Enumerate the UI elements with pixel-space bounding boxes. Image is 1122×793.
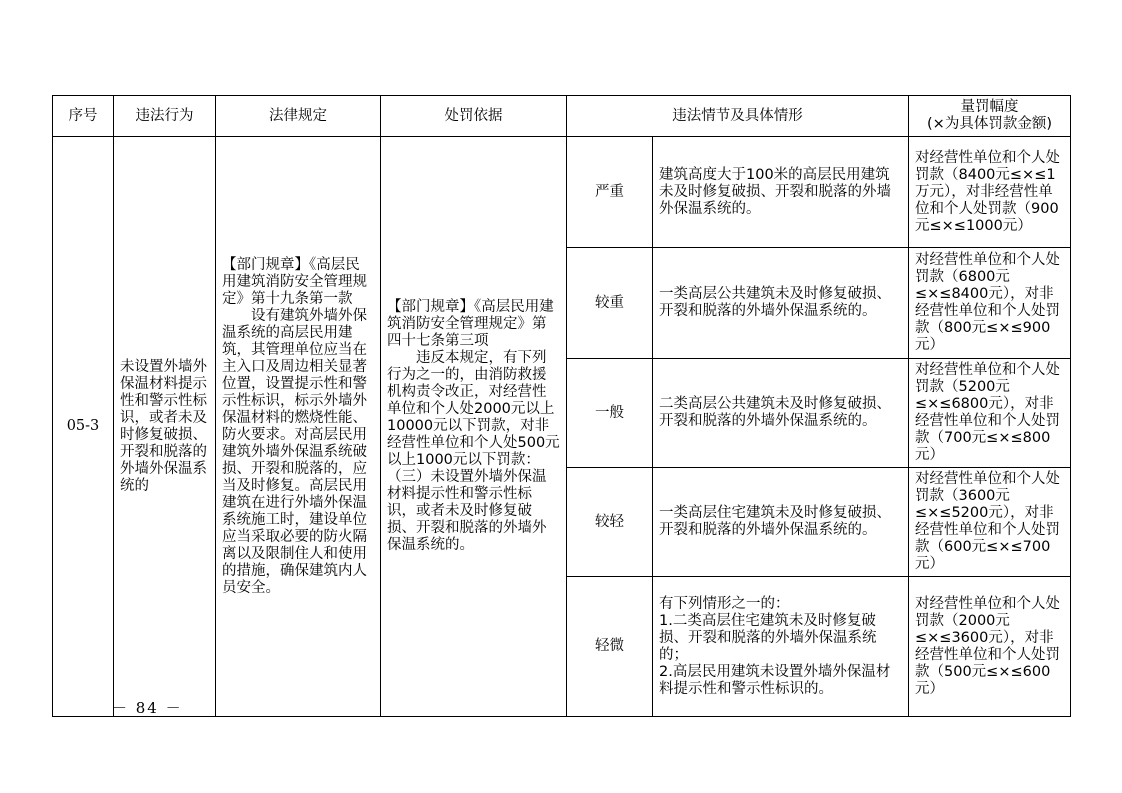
level-detail: 一类高层公共建筑未及时修复破损、开裂和脱落的外墙外保温系统的。 [653,248,909,359]
header-law: 法律规定 [216,96,381,137]
header-range-note: (×为具体罚款金额) [927,116,1052,132]
header-basis: 处罚依据 [381,96,567,137]
penalty-table [52,95,1071,717]
level-detail: 二类高层公共建筑未及时修复破损、开裂和脱落的外墙外保温系统的。 [653,359,909,468]
detail-intro: 有下列情形之一的： [659,595,790,612]
basis-body: 违反本规定，有下列行为之一的，由消防救援机构责令改正，对经营性单位和个人处2000元以上10000元以下罚款，对非经营性单位和个人处500元以上1000元以下罚款：（三）未设置外墙外保温材料提示性和警示性标识，或者未及时修复破损、开裂和脱落的外墙外保温系统的。 [387,350,560,553]
entry-seq: 05-3 [53,137,114,717]
detail-item: 1.二类高层住宅建筑未及时修复破损、开裂和脱落的外墙外保温系统的； [659,612,877,663]
table-header-row [53,96,1071,137]
table-row [53,137,1071,248]
basis-title: 【部门规章】《高层民用建筑消防安全管理规定》第四十七条第三项 [387,299,554,349]
level-range: 对经营性单位和个人处罚款（3600元≤×≤5200元），对非经营性单位和个人处罚款（600元≤×≤700元） [909,468,1071,577]
header-penalty-range [909,96,1071,137]
entry-basis [381,137,567,717]
header-range-title: 量罚幅度 [960,99,1019,115]
law-body: 设有建筑外墙外保温系统的高层民用建筑，其管理单位应当在主入口及周边相关显著位置，设置提示性和警示性标识，标示外墙外保温材料的燃烧性能、防火要求。对高层民用建筑外墙外保温系统破损、开裂和脱落的，应当及时修复。高层民用建筑在进行外墙外保温系统施工时，建设单位应当采取必要的防火隔离以及限制住人和使用的措施，确保建筑内人员安全。 [222,307,367,596]
level-label: 严重 [567,137,653,248]
header-seq: 序号 [53,96,114,137]
level-range: 对经营性单位和个人处罚款（2000元≤×≤3600元），对非经营性单位和个人处罚款（500元≤×≤600元） [909,577,1071,717]
level-label: 轻微 [567,577,653,717]
header-behavior: 违法行为 [114,96,216,137]
header-circumstances: 违法情节及具体情形 [567,96,909,137]
level-label: 较重 [567,248,653,359]
detail-item: 2.高层民用建筑未设置外墙外保温材料提示性和警示性标识的。 [659,663,891,697]
level-range: 对经营性单位和个人处罚款（8400元≤×≤1万元），对非经营性单位和个人处罚款（900元≤×≤1000元） [909,137,1071,248]
level-detail: 建筑高度大于100米的高层民用建筑未及时修复破损、开裂和脱落的外墙外保温系统的。 [653,137,909,248]
entry-law [216,137,381,717]
level-label: 一般 [567,359,653,468]
level-detail: 一类高层住宅建筑未及时修复破损、开裂和脱落的外墙外保温系统的。 [653,468,909,577]
entry-behavior: 未设置外墙外保温材料提示性和警示性标识，或者未及时修复破损、开裂和脱落的外墙外保温系统的 [114,137,216,717]
level-label: 较轻 [567,468,653,577]
law-title: 【部门规章】《高层民用建筑消防安全管理规定》第十九条第一款 [222,256,367,307]
level-range: 对经营性单位和个人处罚款（6800元≤×≤8400元），对非经营性单位和个人处罚款（800元≤×≤900元） [909,248,1071,359]
page-number: － 84 － [112,699,183,717]
level-range: 对经营性单位和个人处罚款（5200元≤×≤6800元），对非经营性单位和个人处罚款（700元≤×≤800元） [909,359,1071,468]
level-detail [653,577,909,717]
